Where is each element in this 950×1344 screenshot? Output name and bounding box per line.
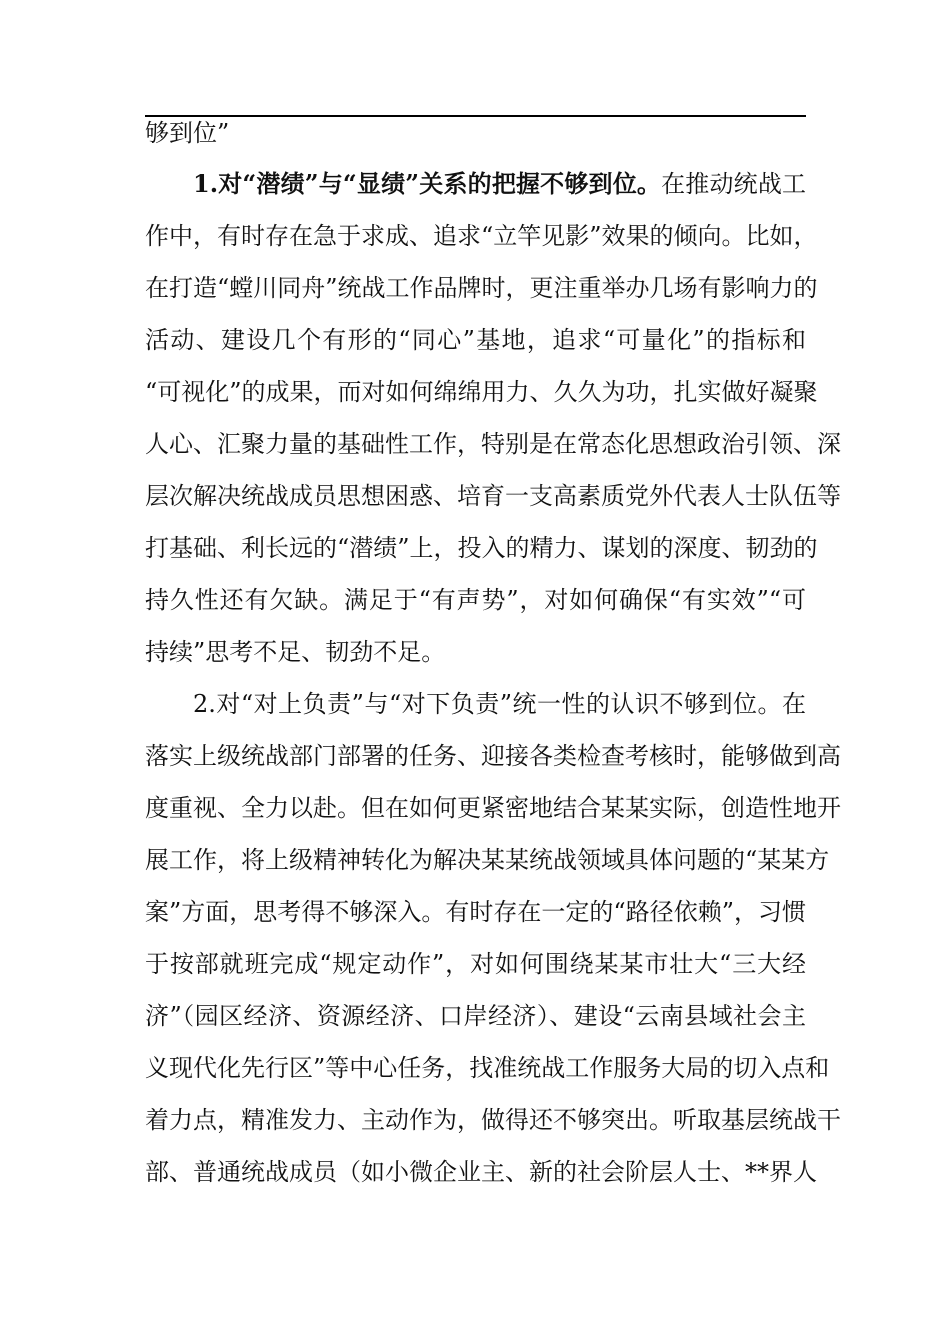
- text-line: 部、普通统战成员（如小微企业主、新的社会阶层人士、**界人: [145, 1158, 817, 1186]
- text-line: 案”方面，思考得不够深入。有时存在一定的“路径依赖”，习惯: [145, 898, 806, 926]
- text-line: 着力点，精准发力、主动作为，做得还不够突出。听取基层统战干: [145, 1106, 841, 1134]
- text-line: 持续”思考不足、韧劲不足。: [145, 638, 446, 666]
- text-line: 作中，有时存在急于求成、追求“立竿见影”效果的倾向。比如，: [145, 222, 818, 250]
- text-line: 人心、汇聚力量的基础性工作，特别是在常态化思想政治引领、深: [145, 430, 841, 458]
- text-line: 活动、建设几个有形的“同心”基地，追求“可量化”的指标和: [145, 326, 806, 354]
- text-line: 度重视、全力以赴。但在如何更紧密地结合某某实际，创造性地开: [145, 794, 841, 822]
- para1-heading: 1.对“潜绩”与“显绩”关系的把握不够到位。: [193, 169, 662, 198]
- text-line: 打基础、利长远的“潜绩”上，投入的精力、谋划的深度、韧劲的: [145, 534, 818, 562]
- carryover-line: 够到位”: [145, 119, 230, 147]
- text-line: 展工作，将上级精神转化为解决某某统战领域具体问题的“某某方: [145, 846, 830, 874]
- para1-first-line-rest: 在推动统战工: [661, 170, 807, 198]
- text-line: 济”（园区经济、资源经济、口岸经济）、建设“云南县域社会主: [145, 1002, 806, 1030]
- text-line: 2.对“对上负责”与“对下负责”统一性的认识不够到位。在: [193, 690, 806, 718]
- text-line: 持久性还有欠缺。满足于“有声势”，对如何确保“有实效”“可: [145, 586, 806, 614]
- para1-heading-line: [145, 166, 806, 202]
- text-line: 落实上级统战部门部署的任务、迎接各类检查考核时，能够做到高: [145, 742, 841, 770]
- text-line: “可视化”的成果，而对如何绵绵用力、久久为功，扎实做好凝聚: [145, 378, 818, 406]
- text-line: 义现代化先行区”等中心任务，找准统战工作服务大局的切入点和: [145, 1054, 830, 1082]
- text-line: 层次解决统战成员思想困惑、培育一支高素质党外代表人士队伍等: [145, 482, 841, 510]
- text-line: 在打造“螳川同舟”统战工作品牌时，更注重举办几场有影响力的: [145, 274, 818, 302]
- text-line: 于按部就班完成“规定动作”，对如何围绕某某市壮大“三大经: [145, 950, 806, 978]
